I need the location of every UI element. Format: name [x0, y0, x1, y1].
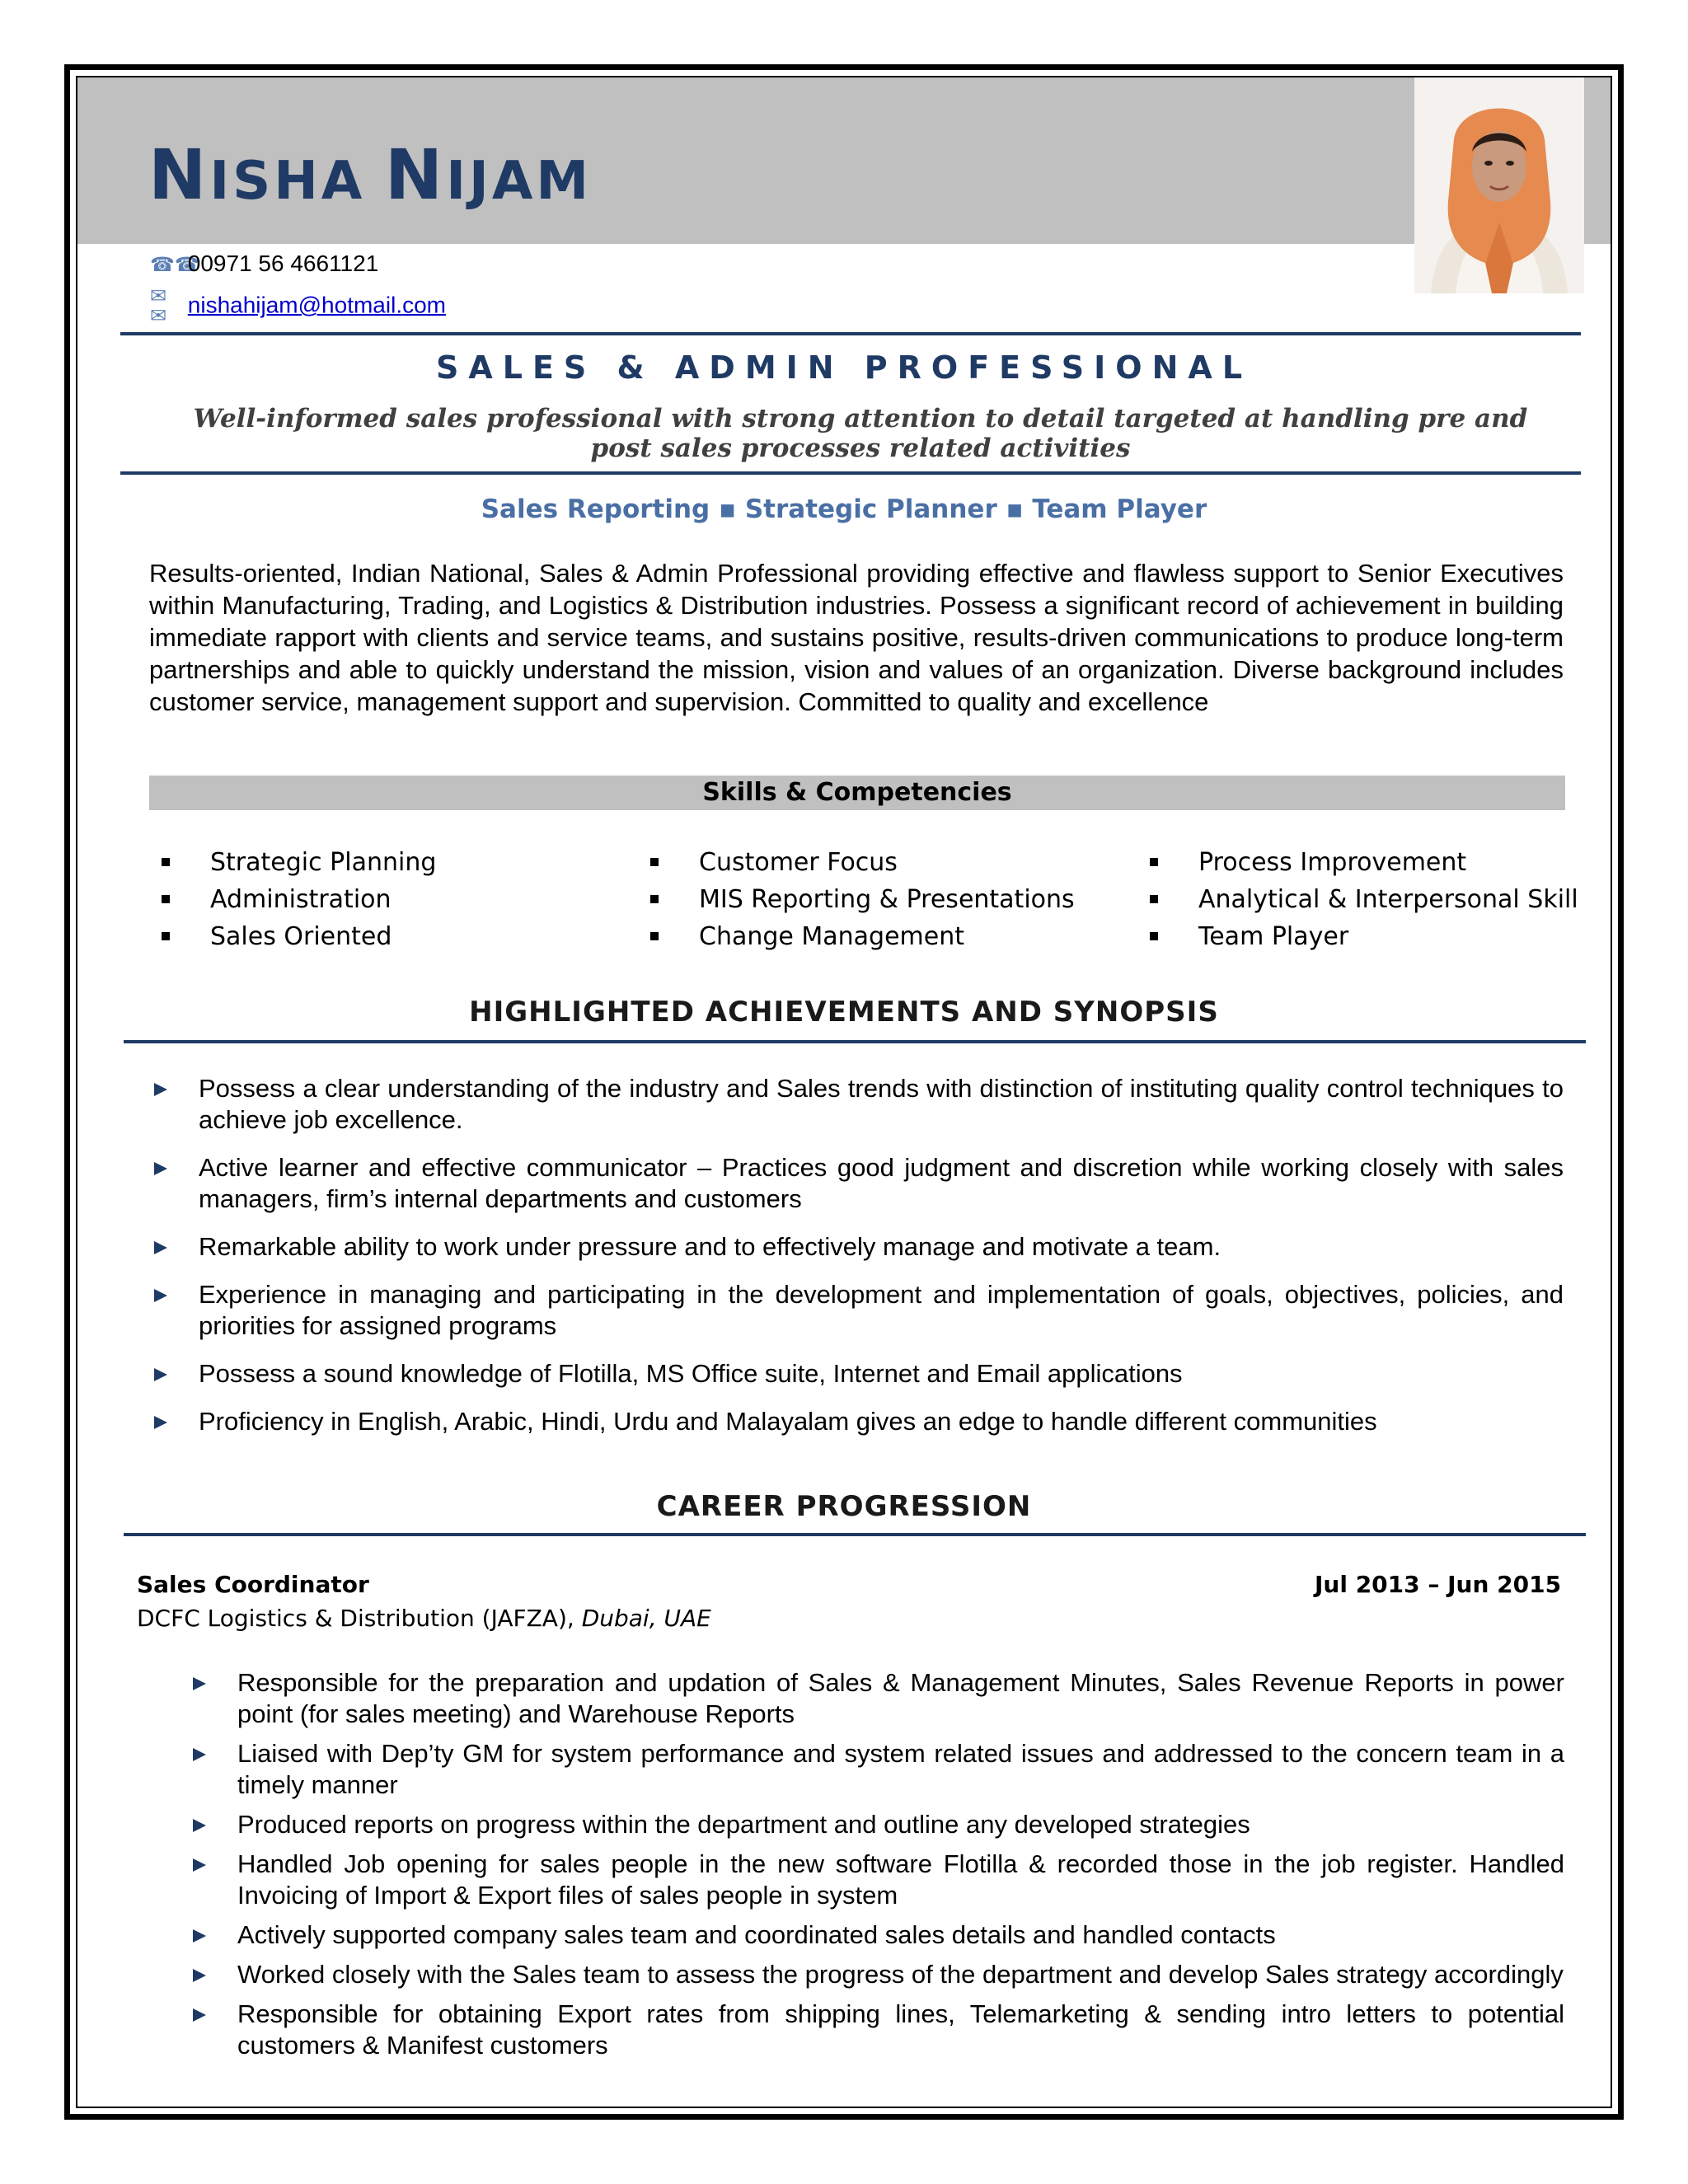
list-item: Remarkable ability to work under pressure and to effectively manage and motivate a team. — [149, 1231, 1564, 1263]
key-skills: Sales Reporting ▪ Strategic Planner ▪ Team Player — [481, 494, 1207, 524]
phone-icon: ☎☎ — [150, 253, 199, 276]
skill-item: Administration — [149, 884, 436, 921]
skills-heading: Skills & Competencies — [149, 776, 1565, 810]
email-link[interactable]: nishahijam@hotmail.com — [187, 292, 446, 318]
triangle-bullet-icon — [193, 1819, 206, 1832]
job-company: DCFC Logistics & Distribution (JAFZA), Dubai, UAE — [137, 1605, 711, 1632]
triangle-bullet-icon — [193, 1858, 206, 1872]
triangle-bullet-icon — [193, 1748, 206, 1761]
profile-photo — [1414, 77, 1584, 293]
skills-column-2 — [638, 847, 1075, 958]
list-item: Possess a clear understanding of the industry and Sales trends with distinction of instituting quality control techniques to achieve job excellence. — [149, 1073, 1564, 1136]
job-duties-list — [188, 1667, 1564, 2061]
professional-title: SALES & ADMIN PROFESSIONAL — [435, 349, 1253, 386]
divider — [124, 1040, 1586, 1043]
tagline: Well-informed sales professional with strong attention to detail targeted at handling pre and post sales processes related activities — [193, 404, 1528, 463]
job-dates: Jul 2013 – Jun 2015 — [1315, 1571, 1562, 1598]
triangle-bullet-icon — [154, 1083, 167, 1096]
skill-item: Change Management — [638, 921, 1075, 958]
skill-item: Analytical & Interpersonal Skill — [1137, 884, 1578, 921]
triangle-bullet-icon — [193, 1929, 206, 1943]
square-bullet-icon — [162, 858, 170, 866]
divider — [120, 332, 1581, 335]
list-item: Active learner and effective communicator – Practices good judgment and discretion while working closely with sales managers, firm’s internal departments and customers — [149, 1152, 1564, 1215]
achievements-heading: HIGHLIGHTED ACHIEVEMENTS AND SYNOPSIS — [469, 996, 1219, 1029]
square-bullet-icon — [1150, 895, 1158, 903]
divider — [124, 1533, 1586, 1536]
divider — [120, 471, 1581, 475]
summary-paragraph: Results-oriented, Indian National, Sales & Admin Professional providing effective and flawless support to Senior Executives within Manufacturing, Trading, and Logistics & Distribution industries. Possess a significant record of achievement in building immediate rapport with clients and service teams, and sustains positive, results-driven communications to produce long-term partnerships and able to quickly understand the mission, vision and values of an organization. Diverse background includes customer service, management support and supervision. Committed to quality and excellence — [149, 559, 1564, 716]
list-item: Actively supported company sales team and coordinated sales details and handled contacts — [188, 1919, 1564, 1951]
list-item: Responsible for the preparation and updation of Sales & Management Minutes, Sales Revenue Reports in power point (for sales meeting) and Warehouse Reports — [188, 1667, 1564, 1730]
list-item: Produced reports on progress within the department and outline any developed strategies — [188, 1809, 1564, 1840]
triangle-bullet-icon — [154, 1416, 167, 1429]
skill-item: MIS Reporting & Presentations — [638, 884, 1075, 921]
skill-item: Sales Oriented — [149, 921, 436, 958]
triangle-bullet-icon — [193, 2008, 206, 2022]
square-bullet-icon — [162, 932, 170, 940]
envelope-icon: ✉✉ — [150, 285, 167, 327]
skill-item: Team Player — [1137, 921, 1578, 958]
list-item: Liaised with Dep’ty GM for system performance and system related issues and addressed to the concern team in a timely manner — [188, 1738, 1564, 1801]
skills-column-1 — [149, 847, 436, 958]
list-item: Experience in managing and participating in the development and implementation of goals, objectives, policies, and priorities for assigned programs — [149, 1279, 1564, 1342]
triangle-bullet-icon — [154, 1368, 167, 1381]
square-bullet-icon — [650, 932, 659, 940]
triangle-bullet-icon — [154, 1241, 167, 1254]
phone-line: ☎☎ 00971 56 4661121 — [150, 251, 379, 276]
triangle-bullet-icon — [193, 1969, 206, 1982]
achievements-list — [149, 1073, 1564, 1437]
candidate-name: NISHA NIJAM — [148, 134, 593, 215]
skill-item: Process Improvement — [1137, 847, 1578, 884]
square-bullet-icon — [1150, 858, 1158, 866]
career-heading: CAREER PROGRESSION — [656, 1490, 1032, 1523]
job-title: Sales Coordinator — [137, 1571, 369, 1598]
square-bullet-icon — [650, 895, 659, 903]
square-bullet-icon — [1150, 932, 1158, 940]
list-item: Possess a sound knowledge of Flotilla, MS Office suite, Internet and Email applications — [149, 1358, 1564, 1390]
list-item: Handled Job opening for sales people in the new software Flotilla & recorded those in the job register. Handled Invoicing of Import & Export files of sales people in system — [188, 1849, 1564, 1911]
triangle-bullet-icon — [154, 1162, 167, 1175]
list-item: Responsible for obtaining Export rates from shipping lines, Telemarketing & sending intro letters to potential customers & Manifest customers — [188, 1999, 1564, 2061]
square-bullet-icon — [650, 858, 659, 866]
list-item: Worked closely with the Sales team to assess the progress of the department and develop Sales strategy accordingly — [188, 1959, 1564, 1990]
triangle-bullet-icon — [193, 1677, 206, 1690]
email-line — [150, 287, 446, 326]
list-item: Proficiency in English, Arabic, Hindi, Urdu and Malayalam gives an edge to handle different communities — [149, 1406, 1564, 1437]
triangle-bullet-icon — [154, 1289, 167, 1302]
skill-item: Customer Focus — [638, 847, 1075, 884]
skill-item: Strategic Planning — [149, 847, 436, 884]
skills-column-3 — [1137, 847, 1578, 958]
square-bullet-icon — [162, 895, 170, 903]
